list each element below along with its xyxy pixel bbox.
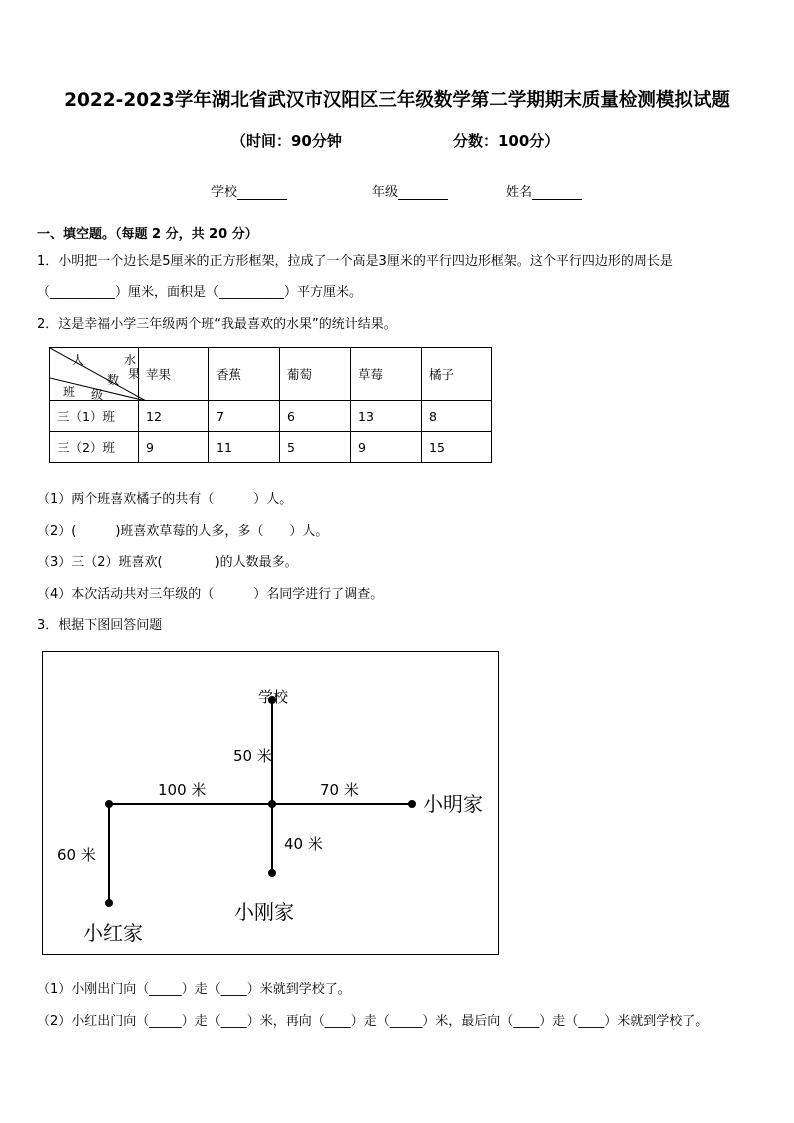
table-cell: 7: [209, 401, 280, 432]
table-cell: 5: [280, 432, 351, 463]
header-banana: 香蕉: [209, 348, 280, 401]
diag-guo: 果: [128, 367, 141, 381]
q3-intro: 3．根据下图回答问题: [37, 618, 163, 633]
diag-ji: 级: [91, 388, 104, 402]
q1-line1: 1．小明把一个边长是5厘米的正方形框架，拉成了一个高是3厘米的平行四边形框架。这个平行四边形的周长是: [37, 254, 673, 269]
label-100m: 100 米: [158, 781, 207, 799]
header-strawberry: 草莓: [351, 348, 422, 401]
school-blank[interactable]: [237, 185, 287, 200]
q1-line2: （__________）厘米，面积是（__________）平方厘米。: [37, 285, 363, 300]
table-cell: 9: [351, 432, 422, 463]
q2-sub3: （3）三（2）班喜欢( )的人数最多。: [37, 555, 298, 570]
route-map: [42, 651, 499, 955]
q2-intro: 2．这是幸福小学三年级两个班“我最喜欢的水果”的统计结果。: [37, 317, 397, 332]
label-70m: 70 米: [320, 781, 359, 799]
name-label: 姓名: [506, 185, 533, 200]
table-cell: 6: [280, 401, 351, 432]
table-cell: 9: [139, 432, 209, 463]
table-header-row: [50, 348, 492, 401]
q2-sub2: （2）( )班喜欢草莓的人多，多（ ）人。: [37, 524, 329, 539]
name-blank[interactable]: [532, 185, 582, 200]
header-orange: 橘子: [422, 348, 492, 401]
label-40m: 40 米: [284, 835, 323, 853]
q3-sub2: （2）小红出门向（_____）走（____）米，再向（____）走（_____）米，最后向（____）走（____）米就到学校了。: [37, 1014, 709, 1029]
header-grape: 葡萄: [280, 348, 351, 401]
q2-sub1: （1）两个班喜欢橘子的共有（ ）人。: [37, 492, 293, 507]
xiaogang-point: [268, 869, 276, 877]
label-50m: 50 米: [233, 747, 272, 765]
table-cell: 11: [209, 432, 280, 463]
corner-point: [105, 800, 113, 808]
table-row: [50, 401, 492, 432]
table-row: [50, 432, 492, 463]
diag-ban: 班: [63, 385, 76, 399]
row-label: 三（1）班: [50, 401, 139, 432]
xiaoming-point: [408, 800, 416, 808]
table-cell: 13: [351, 401, 422, 432]
xiaohong-point: [105, 899, 113, 907]
grade-blank[interactable]: [398, 185, 448, 200]
diag-shui: 水: [124, 353, 137, 367]
page-title: 2022-2023学年湖北省武汉市汉阳区三年级数学第二学期期末质量检测模拟试题: [64, 90, 730, 111]
label-xiaohong-home: 小红家: [83, 921, 143, 945]
label-60m: 60 米: [57, 846, 96, 864]
school-field: [211, 181, 287, 200]
center-point: [268, 800, 276, 808]
grade-field: [372, 181, 448, 200]
row-label: 三（2）班: [50, 432, 139, 463]
label-xiaoming-home: 小明家: [423, 792, 483, 816]
fruit-table: [49, 347, 492, 463]
table-cell: 8: [422, 401, 492, 432]
exam-score: 分数：100分）: [453, 132, 560, 150]
diag-shu: 数: [107, 373, 120, 387]
label-xiaogang-home: 小刚家: [234, 900, 294, 924]
header-apple: 苹果: [139, 348, 209, 401]
section-heading: 一、填空题。（每题 2 分，共 20 分）: [37, 227, 258, 242]
q2-sub4: （4）本次活动共对三年级的（ ）名同学进行了调查。: [37, 587, 384, 602]
school-label: 学校: [211, 185, 238, 200]
table-cell: 15: [422, 432, 492, 463]
name-field: [506, 181, 582, 200]
q3-sub1: （1）小刚出门向（_____）走（____）米就到学校了。: [37, 982, 351, 997]
grade-label: 年级: [372, 185, 399, 200]
table-cell: 12: [139, 401, 209, 432]
exam-time: （时间：90分钟: [231, 132, 342, 150]
label-school: 学校: [258, 688, 289, 706]
diag-ren: 人: [72, 353, 85, 367]
diagonal-header-cell: [50, 348, 139, 401]
